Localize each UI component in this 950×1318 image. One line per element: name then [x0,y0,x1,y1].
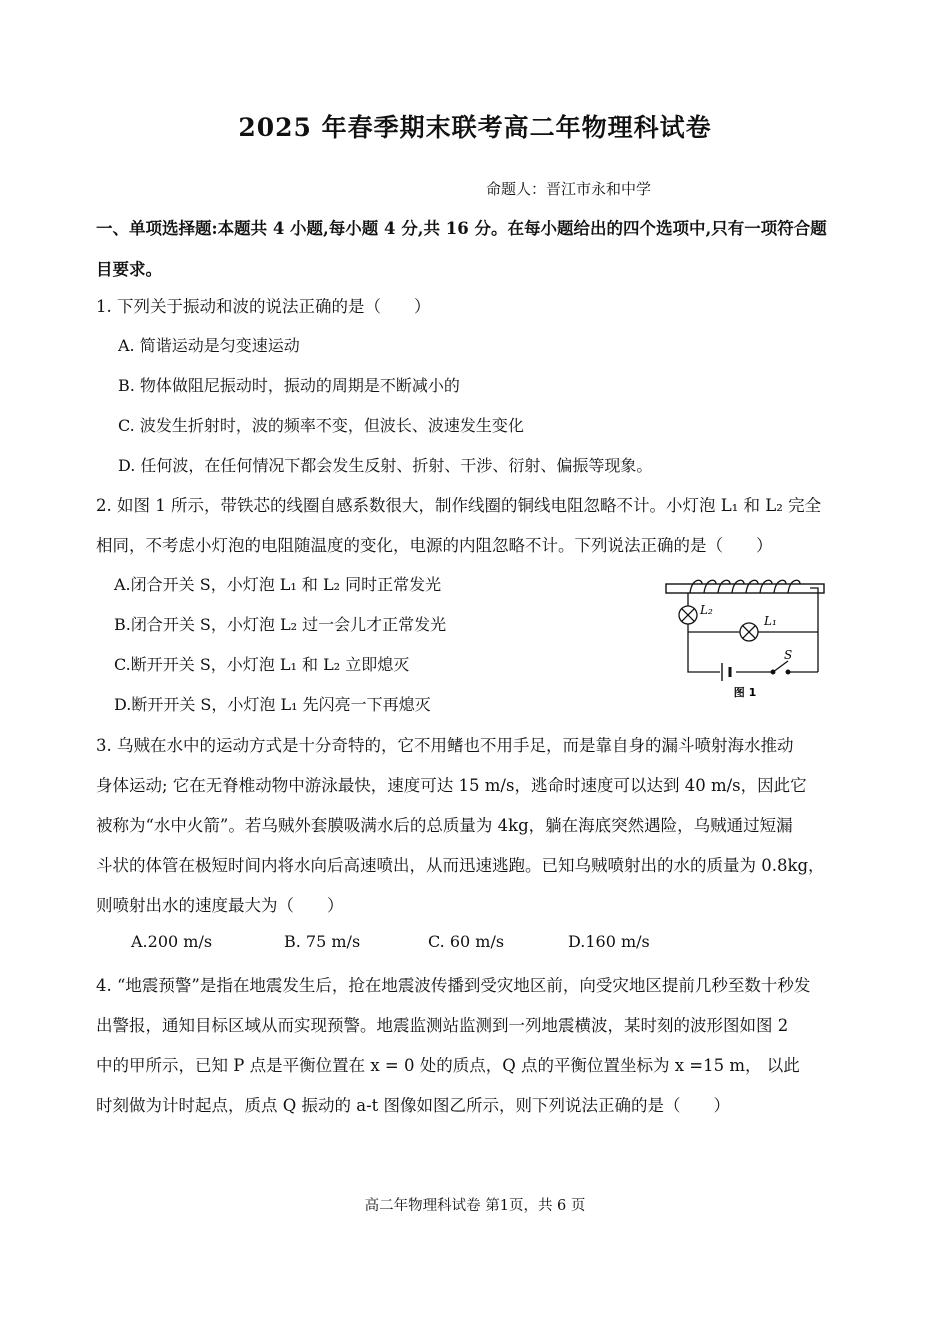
page-title: 2025 年春季期末联考高二年物理科试卷 [238,113,712,142]
q2-option-d: D.断开开关 S，小灯泡 L₁ 先闪亮一下再熄灭 [114,695,431,714]
circuit-wires [688,588,818,672]
q3-option-d: D.160 m/s [568,932,650,951]
q4-line-1: 4. “地震预警”是指在地震发生后，抢在地震波传播到受灾地区前，向受灾地区提前几秒至数十秒发 [96,976,811,995]
q3-line-5: 则喷射出水的速度最大为（ ） [96,896,344,915]
q2-stem-line-2: 相同，不考虑小灯泡的电阻随温度的变化，电源的内阻忽略不计。下列说法正确的是（ ） [96,536,773,555]
battery-icon [722,663,730,681]
q3-line-1: 3. 乌贼在水中的运动方式是十分奇特的，它不用鳍也不用手足，而是靠自身的漏斗喷射海水推动 [96,736,794,755]
q1-option-d: D. 任何波，在任何情况下都会发生反射、折射、干涉、衍射、偏振等现象。 [118,456,653,475]
label-s: S [784,648,793,662]
q2-option-b: B.闭合开关 S，小灯泡 L₂ 过一会儿才正常发光 [114,615,447,634]
author-line: 命题人：晋江市永和中学 [486,180,652,198]
q3-line-3: 被称为“水中火箭”。若乌贼外套膜吸满水后的总质量为 4kg，躺在海底突然遇险，乌贼通过短漏 [96,816,793,835]
section-heading-line-2: 目要求。 [96,260,162,279]
section-heading-line-1: 一、单项选择题:本题共 4 小题,每小题 4 分,共 16 分。在每小题给出的四个选项中,只有一项符合题 [96,219,827,238]
q2-option-c: C.断开开关 S，小灯泡 L₁ 和 L₂ 立即熄灭 [114,655,410,674]
q3-option-a: A.200 m/s [131,932,213,951]
coil-icon [690,580,800,593]
q2-stem-line-1: 2. 如图 1 所示，带铁芯的线圈自感系数很大，制作线圈的铜线电阻忽略不计。小灯泡 L₁ 和 L₂ 完全 [96,496,822,515]
lamp-l2-icon [679,606,697,624]
label-l2: L₂ [700,603,713,617]
q3-option-c: C. 60 m/s [428,932,505,951]
lamp-l1-icon [740,623,758,641]
q4-line-3: 中的甲所示，已知 P 点是平衡位置在 x = 0 处的质点，Q 点的平衡位置坐标为 x =15 m， 以此 [96,1056,800,1075]
q4-line-2: 出警报，通知目标区域从而实现预警。地震监测站监测到一列地震横波，某时刻的波形图如图 2 [96,1016,789,1035]
q3-option-b: B. 75 m/s [284,932,361,951]
q2-option-a: A.闭合开关 S，小灯泡 L₁ 和 L₂ 同时正常发光 [114,575,442,594]
label-l1: L₁ [764,614,777,628]
q1-option-c: C. 波发生折射时，波的频率不变，但波长、波速发生变化 [118,416,524,435]
switch-icon [771,661,790,674]
q3-line-4: 斗状的体管在极短时间内将水向后高速喷出，从而迅速逃跑。已知乌贼喷射出的水的质量为 0.8kg， [96,856,825,875]
q1-stem: 1. 下列关于振动和波的说法正确的是（ ） [96,297,431,316]
q1-option-a: A. 简谐运动是匀变速运动 [118,336,300,355]
circuit-figure [660,570,830,702]
q4-line-4: 时刻做为计时起点，质点 Q 振动的 a-t 图像如图乙所示，则下列说法正确的是（ ） [96,1096,731,1115]
q3-line-2: 身体运动; 它在无脊椎动物中游泳最快，速度可达 15 m/s，逃命时速度可以达到 40 m/s，因此它 [96,776,807,795]
figure-caption: 图 1 [733,686,757,699]
q1-option-b: B. 物体做阻尼振动时，振动的周期是不断减小的 [118,376,460,395]
page-footer: 高二年物理科试卷 第1页，共 6 页 [364,1198,586,1214]
